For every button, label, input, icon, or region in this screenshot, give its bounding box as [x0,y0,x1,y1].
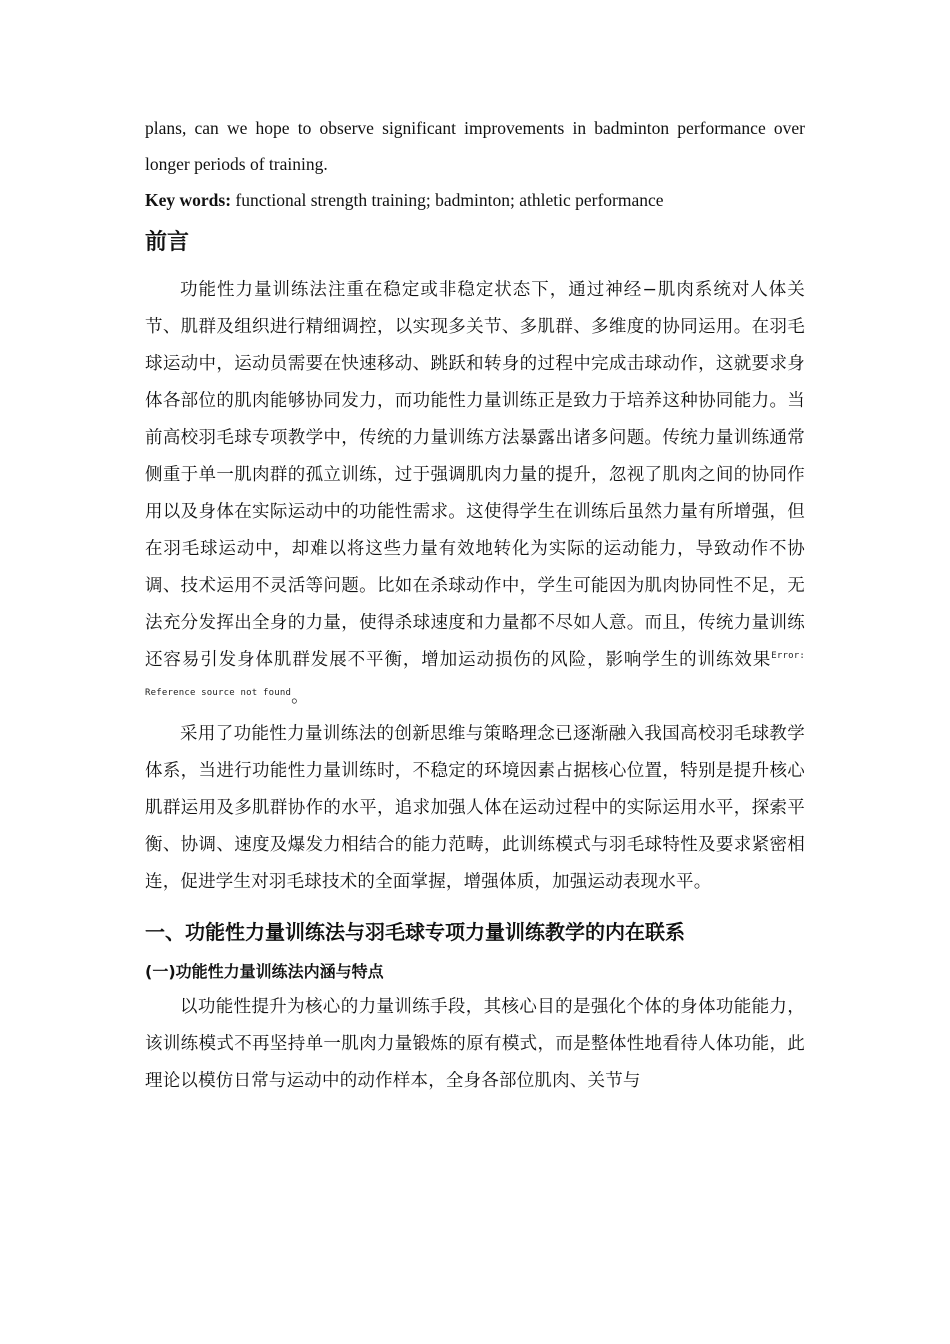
preface-paragraph-1-text: 功能性力量训练法注重在稳定或非稳定状态下，通过神经−肌肉系统对人体关节、肌群及组织进行精细调控，以实现多关节、多肌群、多维度的协同运用。在羽毛球运动中，运动员需要在快速移动、跳跃和转身的过程中完成击球动作，这就要求身体各部位的肌肉能够协同发力，而功能性力量训练正是致力于培养这种协同能力。当前高校羽毛球专项教学中，传统的力量训练方法暴露出诸多问题。传统力量训练通常侧重于单一肌肉群的孤立训练，过于强调肌肉力量的提升，忽视了肌肉之间的协同作用以及身体在实际运动中的功能性需求。这使得学生在训练后虽然力量有所增强，但在羽毛球运动中，却难以将这些力量有效地转化为实际的运动能力，导致动作不协调、技术运用不灵活等问题。比如在杀球动作中，学生可能因为肌肉协同性不足，无法充分发挥出全身的力量，使得杀球速度和力量都不尽如人意。而且，传统力量训练还容易引发身体肌群发展不平衡，增加运动损伤的风险，影响学生的训练效果 [145,280,805,670]
page-content [145,110,805,1100]
preface-paragraph-2: 采用了功能性力量训练法的创新思维与策略理念已逐渐融入我国高校羽毛球教学体系，当进行功能性力量训练时，不稳定的环境因素占据核心位置，特别是提升核心肌群运用及多肌群协作的水平，追求加强人体在运动过程中的实际运用水平，探索平衡、协调、速度及爆发力相结合的能力范畴，此训练模式与羽毛球特性及要求紧密相连，促进学生对羽毛球技术的全面掌握，增强体质，加强运动表现水平。 [145,724,805,892]
preface-paragraph-1 [145,272,805,716]
keywords-text: functional strength training; badminton; athletic performance [235,190,664,210]
preface-heading: 前言 [145,230,190,255]
section-1-sub-1-heading: (一)功能性力量训练法内涵与特点 [145,962,384,981]
reference-error-note: Error: Reference source not found [145,651,805,699]
preface-paragraph-1-end: 。 [291,687,309,707]
abstract-tail-paragraph: plans, can we hope to observe significant improvements in badminton performance over longer periods of training. [145,118,805,174]
section-1-sub-1-paragraph: 以功能性提升为核心的力量训练手段，其核心目的是强化个体的身体功能能力，该训练模式不再坚持单一肌肉力量锻炼的原有模式，而是整体性地看待人体功能，此理论以模仿日常与运动中的动作样本，全身各部位肌肉、关节与 [145,997,805,1091]
keywords-label: Key words: [145,190,232,210]
section-1-heading: 一、功能性力量训练法与羽毛球专项力量训练教学的内在联系 [145,920,685,944]
keywords-line [145,182,805,218]
